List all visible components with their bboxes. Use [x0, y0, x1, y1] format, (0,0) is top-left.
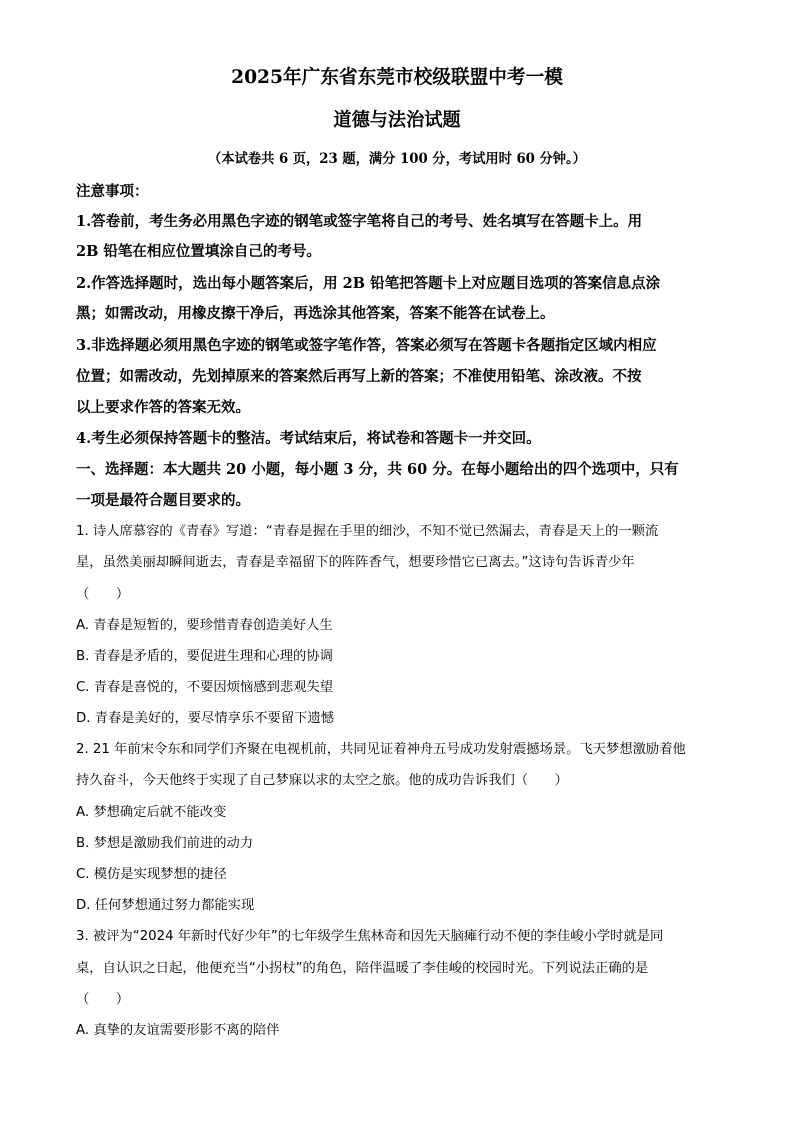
question-3-option-a: A. 真挚的友谊需要形影不离的陪伴 — [76, 1023, 280, 1038]
exam-subtitle: 道德与法治试题 — [333, 110, 461, 131]
question-1-option-d: D. 青春是美好的，要尽情享乐不要留下遗憾 — [76, 711, 335, 726]
question-2-option-c: C. 模仿是实现梦想的捷径 — [76, 867, 227, 882]
notes-line: 2.作答选择题时，选出每小题答案后，用 2B 铅笔把答题卡上对应题目选项的答案信息点涂 — [76, 275, 661, 292]
question-1-option-a: A. 青春是短暂的，要珍惜青春创造美好人生 — [76, 618, 333, 633]
question-2-stem: 2. 21 年前宋令东和同学们齐聚在电视机前，共同见证着神舟五号成功发射震撼场景。飞天梦想激励着他 — [76, 742, 686, 757]
question-2-stem: 持久奋斗，今天他终于实现了自己梦寐以求的太空之旅。他的成功告诉我们（ ） — [76, 773, 568, 788]
question-3-stem: 桌，自认识之日起，他便充当“小拐杖”的角色，陪伴温暖了李佳峻的校园时光。下列说法正确的是 — [76, 961, 649, 976]
exam-info: （本试卷共 6 页，23 题，满分 100 分，考试用时 60 分钟。） — [208, 151, 586, 167]
section-heading: 一、选择题：本大题共 20 小题，每小题 3 分，共 60 分。在每小题给出的四个选项中，只有 — [76, 461, 679, 478]
notes-line: 4.考生必须保持答题卡的整洁。考试结束后，将试卷和答题卡一并交回。 — [76, 430, 541, 447]
question-2-option-d: D. 任何梦想通过努力都能实现 — [76, 898, 255, 913]
section-heading: 一项是最符合题目要求的。 — [76, 492, 250, 509]
question-3-stem: 3. 被评为“2024 年新时代好少年”的七年级学生焦林奇和因先天脑瘫行动不便的李佳峻小学时就是同 — [76, 929, 664, 944]
question-1-option-b: B. 青春是矛盾的，要促进生理和心理的协调 — [76, 649, 333, 664]
notes-line: 黑；如需改动，用橡皮擦干净后，再选涂其他答案，答案不能答在试卷上。 — [76, 305, 555, 322]
notes-line: 位置；如需改动，先划掉原来的答案然后再写上新的答案；不准使用铅笔、涂改液。不按 — [76, 368, 642, 385]
notes-line: 以上要求作答的答案无效。 — [76, 399, 250, 416]
notes-line: 1.答卷前，考生务必用黑色字迹的钢笔或签字笔将自己的考号、姓名填写在答题卡上。用 — [76, 213, 643, 230]
notes-line: 3.非选择题必须用黑色字迹的钢笔或签字笔作答，答案必须写在答题卡各题指定区域内相应 — [76, 337, 657, 354]
question-1-stem: 1. 诗人席慕容的《青春》写道：“青春是握在手里的细沙，不知不觉已然漏去，青春是天上的一颗流 — [76, 524, 659, 539]
question-1-option-c: C. 青春是喜悦的，不要因烦恼感到悲观失望 — [76, 680, 334, 695]
notes-heading: 注意事项： — [76, 183, 149, 200]
question-3-answer-bracket: （ ） — [76, 992, 130, 1007]
question-1-answer-bracket: （ ） — [76, 587, 130, 602]
question-1-stem: 星，虽然美丽却瞬间逝去，青春是幸福留下的阵阵香气，想要珍惜它已离去。”这诗句告诉青少年 — [76, 555, 635, 570]
question-2-option-b: B. 梦想是激励我们前进的动力 — [76, 836, 254, 851]
notes-line: 2B 铅笔在相应位置填涂自己的考号。 — [76, 243, 321, 260]
question-2-option-a: A. 梦想确定后就不能改变 — [76, 805, 227, 820]
exam-title: 2025年广东省东莞市校级联盟中考一模 — [231, 66, 563, 88]
